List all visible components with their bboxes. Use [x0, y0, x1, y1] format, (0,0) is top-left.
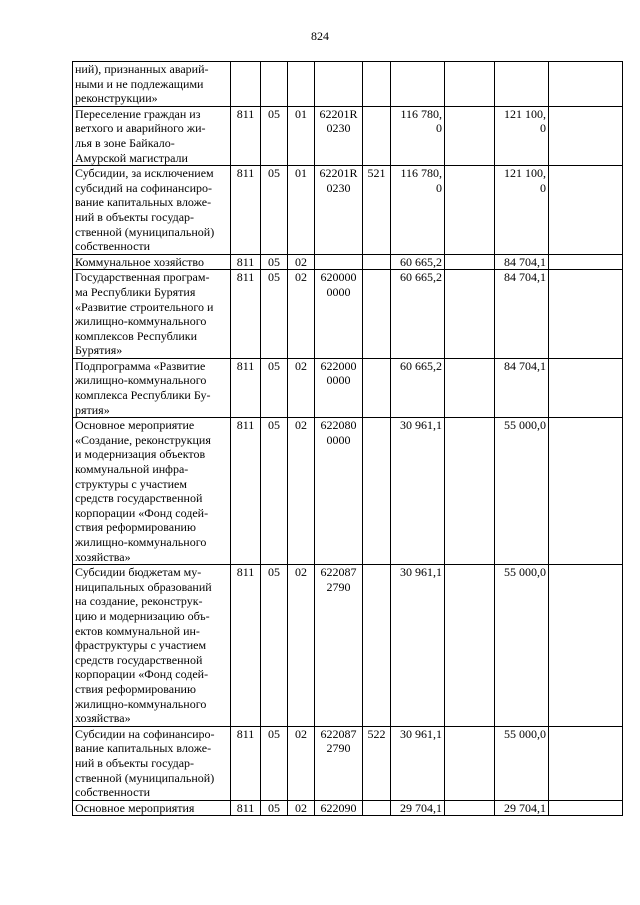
cell-subsection: 02 — [288, 358, 315, 417]
cell-target-article: 620000 0000 — [315, 270, 363, 359]
cell-amount-2: 84 704,1 — [495, 270, 549, 359]
cell-empty-1 — [445, 565, 495, 727]
cell-amount-1: 30 961,1 — [391, 726, 445, 800]
cell-amount-1: 30 961,1 — [391, 418, 445, 565]
cell-target-article: 622087 2790 — [315, 565, 363, 727]
cell-expense-type — [363, 418, 391, 565]
budget-table — [72, 61, 623, 816]
cell-subsection: 02 — [288, 800, 315, 816]
table-row — [73, 418, 623, 565]
cell-amount-2: 121 100, 0 — [495, 106, 549, 165]
cell-name: Субсидии на софинансиро- вание капитальных вложе- ний в объекты государ- ственной (муниципальной) собственности — [73, 726, 231, 800]
cell-empty-2 — [549, 565, 623, 727]
cell-amount-1: 60 665,2 — [391, 358, 445, 417]
cell-grbs: 811 — [231, 418, 261, 565]
cell-subsection: 02 — [288, 418, 315, 565]
cell-empty-2 — [549, 254, 623, 270]
cell-subsection: 02 — [288, 726, 315, 800]
cell-amount-2: 84 704,1 — [495, 358, 549, 417]
cell-name: Коммунальное хозяйство — [73, 254, 231, 270]
cell-empty-1 — [445, 358, 495, 417]
cell-empty-2 — [549, 106, 623, 165]
cell-expense-type — [363, 254, 391, 270]
cell-amount-2: 84 704,1 — [495, 254, 549, 270]
cell-target-article — [315, 254, 363, 270]
cell-target-article — [315, 62, 363, 107]
table-row — [73, 726, 623, 800]
cell-expense-type: 521 — [363, 166, 391, 255]
cell-expense-type: 522 — [363, 726, 391, 800]
cell-subsection: 01 — [288, 106, 315, 165]
cell-amount-1: 116 780, 0 — [391, 106, 445, 165]
cell-amount-1: 60 665,2 — [391, 270, 445, 359]
cell-expense-type — [363, 106, 391, 165]
cell-expense-type — [363, 62, 391, 107]
cell-empty-2 — [549, 62, 623, 107]
cell-expense-type — [363, 565, 391, 727]
cell-section: 05 — [261, 565, 288, 727]
cell-subsection: 02 — [288, 270, 315, 359]
cell-name: Государственная програм- ма Республики Бурятия «Развитие строительного и жилищно-коммунального комплексов Республики Бурятия» — [73, 270, 231, 359]
cell-section — [261, 62, 288, 107]
cell-amount-1: 30 961,1 — [391, 565, 445, 727]
cell-section: 05 — [261, 800, 288, 816]
cell-section: 05 — [261, 254, 288, 270]
cell-name: Подпрограмма «Развитие жилищно-коммунального комплекса Республики Бу- рятия» — [73, 358, 231, 417]
cell-grbs — [231, 62, 261, 107]
table-row — [73, 800, 623, 816]
table-row — [73, 254, 623, 270]
cell-section: 05 — [261, 418, 288, 565]
cell-grbs: 811 — [231, 270, 261, 359]
cell-expense-type — [363, 270, 391, 359]
cell-name: Субсидии, за исключением субсидий на софинансиро- вание капитальных вложе- ний в объекты государ- ственной (муниципальной) собственности — [73, 166, 231, 255]
cell-empty-1 — [445, 106, 495, 165]
cell-amount-1: 60 665,2 — [391, 254, 445, 270]
cell-empty-1 — [445, 62, 495, 107]
cell-amount-2: 55 000,0 — [495, 565, 549, 727]
cell-target-article: 622000 0000 — [315, 358, 363, 417]
cell-empty-1 — [445, 726, 495, 800]
cell-section: 05 — [261, 166, 288, 255]
cell-grbs: 811 — [231, 800, 261, 816]
cell-subsection: 02 — [288, 254, 315, 270]
cell-amount-1 — [391, 62, 445, 107]
cell-amount-2: 121 100, 0 — [495, 166, 549, 255]
cell-section: 05 — [261, 358, 288, 417]
cell-expense-type — [363, 800, 391, 816]
cell-empty-1 — [445, 418, 495, 565]
cell-target-article: 622090 — [315, 800, 363, 816]
table-row — [73, 270, 623, 359]
cell-name: Основное мероприятия — [73, 800, 231, 816]
page-number: 824 — [311, 29, 329, 43]
cell-empty-1 — [445, 270, 495, 359]
table-row — [73, 62, 623, 107]
cell-section: 05 — [261, 270, 288, 359]
cell-target-article: 622080 0000 — [315, 418, 363, 565]
cell-name: ний), признанных аварий- ными и не подлежащими реконструкции» — [73, 62, 231, 107]
cell-section: 05 — [261, 106, 288, 165]
cell-subsection: 01 — [288, 166, 315, 255]
cell-name: Субсидии бюджетам му- ниципальных образований на создание, реконструк- цию и модернизацию объ- ектов коммунальной ин- фраструктуры с участием средств государственной корпорации «Фонд содей- ствия реформированию жилищно-коммунального хозяйства» — [73, 565, 231, 727]
cell-grbs: 811 — [231, 565, 261, 727]
cell-name: Переселение граждан из ветхого и аварийного жи- лья в зоне Байкало- Амурской магистрали — [73, 106, 231, 165]
cell-subsection — [288, 62, 315, 107]
cell-section: 05 — [261, 726, 288, 800]
cell-amount-2: 55 000,0 — [495, 418, 549, 565]
cell-name: Основное мероприятие «Создание, реконструкция и модернизация объектов коммунальной инфра- структуры с участием средств государственной корпорации «Фонд содей- ствия реформированию жилищно-коммунального хозяйства» — [73, 418, 231, 565]
table-row — [73, 565, 623, 727]
cell-empty-2 — [549, 358, 623, 417]
table-row — [73, 358, 623, 417]
cell-empty-2 — [549, 418, 623, 565]
cell-grbs: 811 — [231, 254, 261, 270]
cell-expense-type — [363, 358, 391, 417]
budget-table-body — [73, 62, 623, 816]
cell-target-article: 62201R 0230 — [315, 106, 363, 165]
cell-amount-2: 55 000,0 — [495, 726, 549, 800]
cell-amount-1: 116 780, 0 — [391, 166, 445, 255]
cell-grbs: 811 — [231, 106, 261, 165]
cell-target-article: 62201R 0230 — [315, 166, 363, 255]
cell-grbs: 811 — [231, 166, 261, 255]
table-row — [73, 106, 623, 165]
cell-empty-1 — [445, 800, 495, 816]
cell-empty-2 — [549, 800, 623, 816]
cell-subsection: 02 — [288, 565, 315, 727]
cell-amount-1: 29 704,1 — [391, 800, 445, 816]
cell-grbs: 811 — [231, 726, 261, 800]
cell-empty-1 — [445, 254, 495, 270]
cell-empty-2 — [549, 726, 623, 800]
cell-empty-2 — [549, 166, 623, 255]
table-row — [73, 166, 623, 255]
cell-grbs: 811 — [231, 358, 261, 417]
cell-empty-1 — [445, 166, 495, 255]
cell-target-article: 622087 2790 — [315, 726, 363, 800]
cell-amount-2 — [495, 62, 549, 107]
cell-empty-2 — [549, 270, 623, 359]
cell-amount-2: 29 704,1 — [495, 800, 549, 816]
